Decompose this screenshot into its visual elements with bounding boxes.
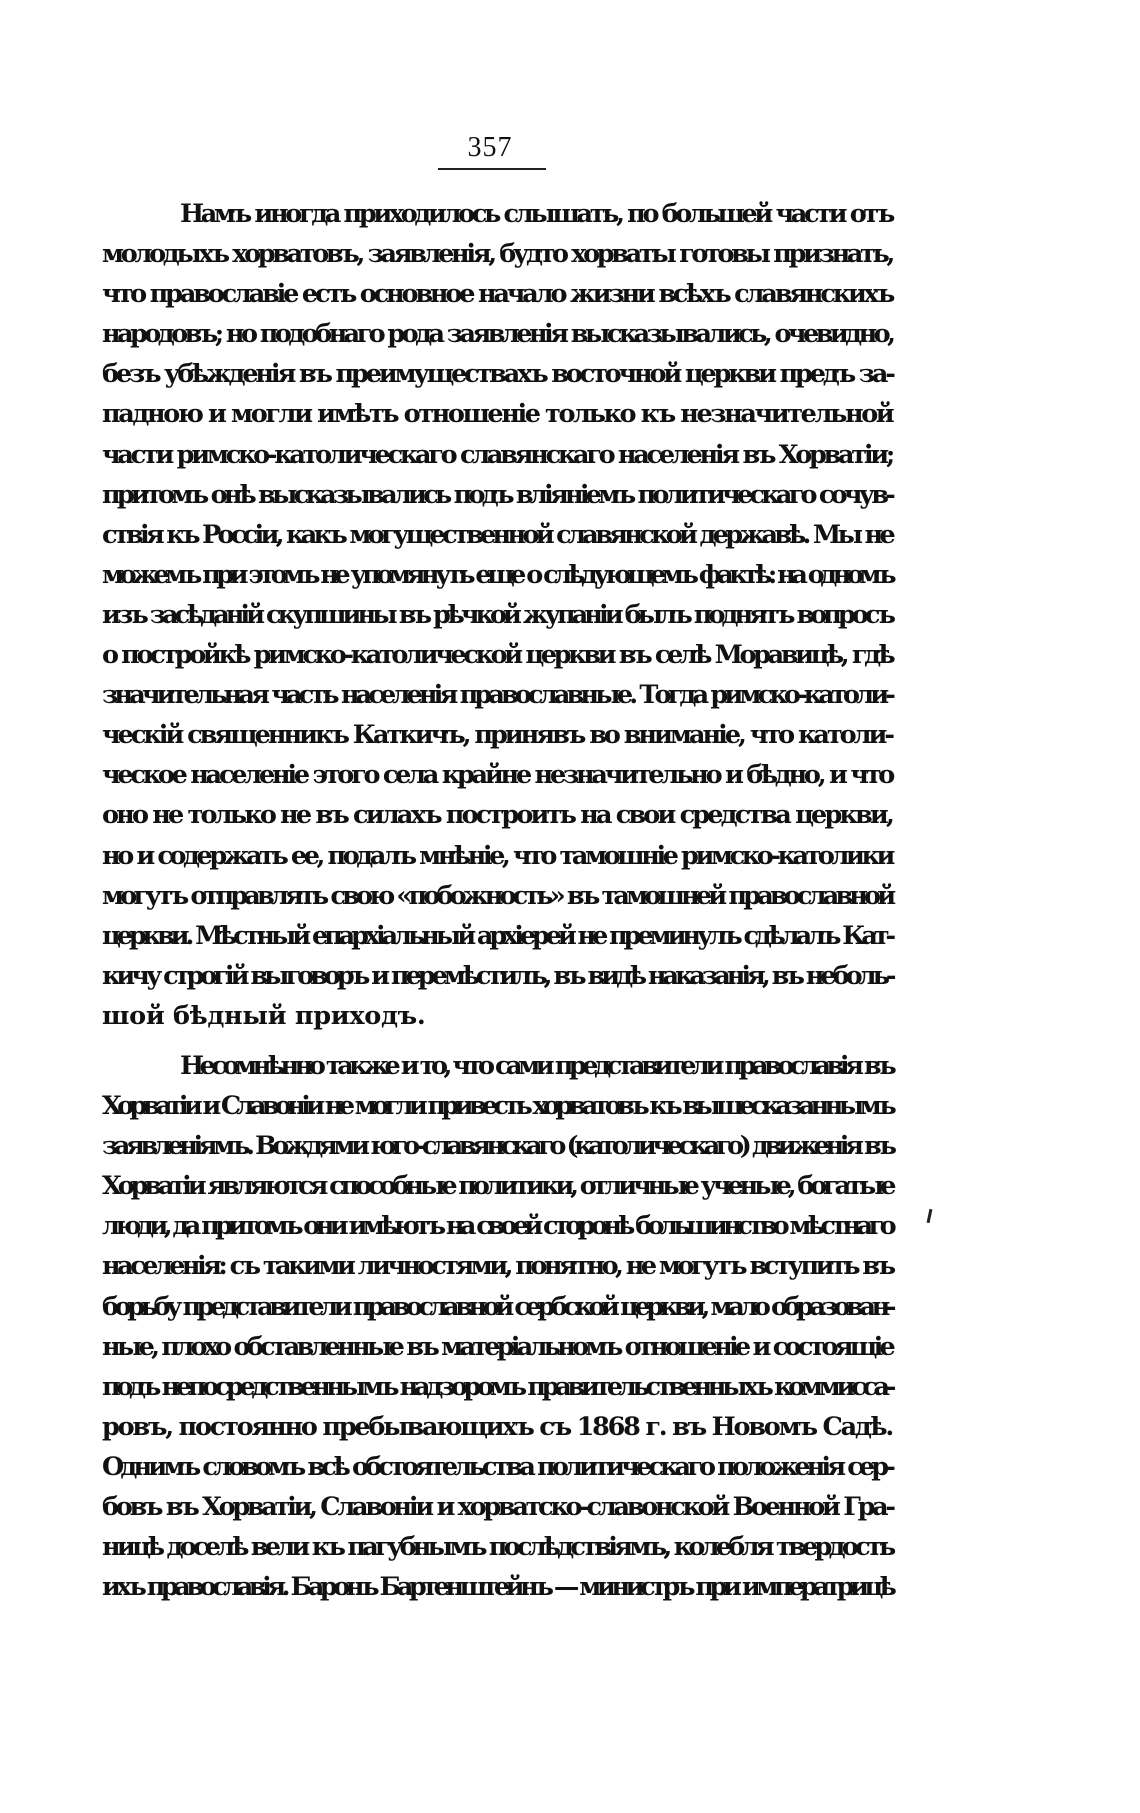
- text-line: ческое населеніе этого села крайне незначительно и бѣдно, и что: [102, 760, 893, 791]
- text-line: притомъ онѣ высказывались подъ вліяніемъ политическаго сочув-: [102, 479, 892, 510]
- text-line: ницѣ доселѣ вели къ пагубнымъ послѣдствіямъ, колебля твердость: [102, 1532, 893, 1563]
- text-line: бовъ въ Хорватіи, Славоніи и хорватско-славонской Военной Гра-: [102, 1492, 893, 1522]
- text-line: Несомнѣнно также и то, что сами представители православія въ: [180, 1050, 893, 1081]
- paragraph-gap: [102, 1036, 892, 1046]
- text-line: народовъ; но подобнаго рода заявленія высказывались, очевидно,: [102, 319, 893, 350]
- text-line: шой бѣдный приходъ.: [102, 1000, 426, 1031]
- text-line: что православіе есть основное начало жизни всѣхъ славянскихъ: [102, 279, 893, 310]
- text-line: ные, плохо обставленные въ матеріальномъ отношеніе и состоящіе: [102, 1331, 892, 1362]
- text-line: но и содержать ее, подалъ мнѣніе, что тамошніе римско-католики: [102, 840, 892, 871]
- text-line: могутъ отправлять свою «побожность» въ тамошней православной: [102, 880, 893, 911]
- scan-speck: [927, 1209, 933, 1223]
- text-line: безъ убѣжденія въ преимуществахъ восточной церкви предъ за-: [102, 359, 893, 390]
- text-line: оно не только не въ силахъ построить на свои средства церкви,: [102, 800, 892, 831]
- text-line: подъ непосредственнымъ надзоромъ правительственныхъ коммисса-: [102, 1371, 892, 1402]
- text-line: значительная часть населенія православные. Тогда римско-католи-: [102, 680, 892, 711]
- text-line: ихъ православія. Баронъ Бартенштейнъ — министръ при императрицѣ: [102, 1572, 893, 1603]
- text-line: о постройкѣ римско-католической церкви въ селѣ Моравицѣ, гдѣ: [102, 640, 893, 671]
- text-line: кичу строгій выговоръ и перемѣстилъ, въ видѣ наказанія, въ неболь-: [102, 960, 893, 991]
- text-line: ческій священникъ Каткичъ, принявъ во вниманіе, что католи-: [102, 720, 892, 751]
- text-line: Хорватіи являются способные политики, отличные ученые, богатые: [102, 1171, 893, 1202]
- text-line: заявленіямъ. Вождями юго-славянскаго (католическаго) движенія въ: [102, 1131, 893, 1162]
- text-line: Намъ иногда приходилось слышать, по большей части отъ: [180, 199, 892, 229]
- text-line: церкви. Мѣстный епархіальный архіерей не преминулъ сдѣлалъ Кат-: [102, 920, 892, 951]
- text-line: падною и могли имѣть отношеніе только къ незначительной: [102, 399, 893, 430]
- text-line: борьбу представители православной сербской церкви, мало образован-: [102, 1291, 892, 1322]
- paragraph-1: [102, 194, 892, 1036]
- page-number: 357: [467, 132, 513, 163]
- text-line: ствія къ Россіи, какъ могущественной славянской державѣ. Мы не: [102, 519, 892, 550]
- text-line: люди, да притомъ они имѣютъ на своей сторонѣ большинство мѣстнаго: [102, 1211, 892, 1242]
- text-line: изъ засѣданій скупшины въ рѣчкой жупаніи былъ поднятъ вопросъ: [102, 599, 892, 630]
- page-number-rule: [438, 168, 546, 170]
- text-line: Однимъ словомъ всѣ обстоятельства политическаго положенія сер-: [102, 1451, 892, 1482]
- paragraph-2: [102, 1046, 892, 1607]
- text-line: части римско-католическаго славянскаго населенія въ Хорватіи;: [102, 439, 893, 470]
- text-line: Хорватіи и Славоніи не могли привесть хорватовъ къ вышесказаннымъ: [102, 1091, 893, 1122]
- text-line: молодыхъ хорватовъ, заявленія, будто хорваты готовы признать,: [102, 239, 892, 270]
- text-line: можемъ при этомъ не упомянуть еще о слѣдующемъ фактѣ: на одномъ: [102, 559, 893, 590]
- text-line: ровъ, постоянно пребывающихъ съ 1868 г. въ Новомъ Садѣ.: [102, 1411, 892, 1442]
- text-line: населенія: съ такими личностями, понятно, не могутъ вступить въ: [102, 1251, 893, 1282]
- text-column: [102, 194, 892, 1607]
